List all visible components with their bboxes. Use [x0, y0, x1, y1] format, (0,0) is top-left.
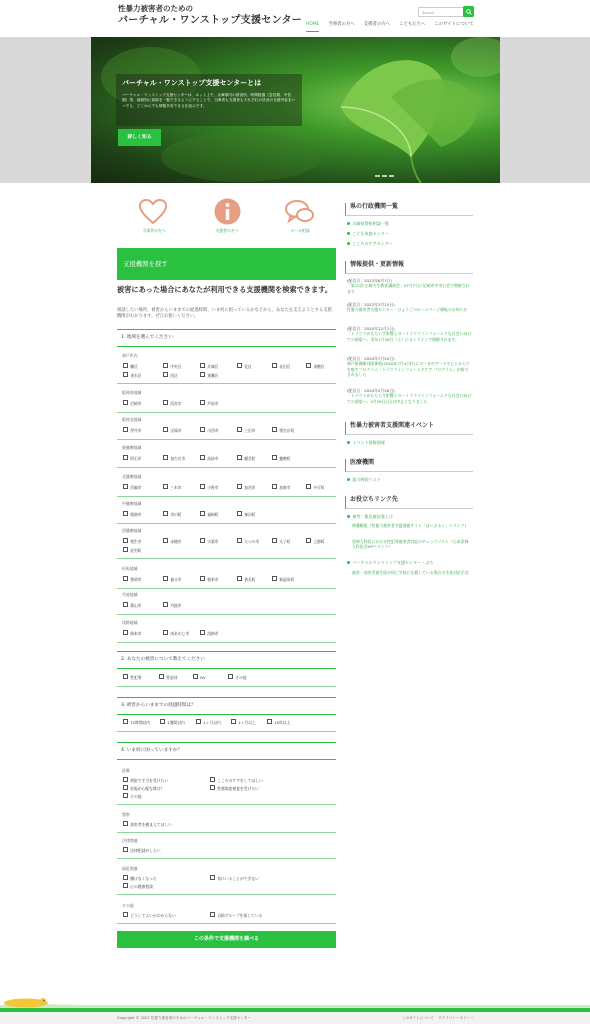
area-checkbox[interactable]: 洲本市: [123, 630, 142, 637]
useful-link[interactable]: バーチャルワンストップ支援センター・ぷろ: [347, 560, 434, 565]
news-heading: 情報提供・更新情報: [345, 261, 473, 274]
area-checkbox[interactable]: 北区: [237, 363, 252, 370]
need-group-title: 福祉関連: [122, 866, 138, 871]
search-input[interactable]: Search: [418, 7, 464, 17]
divider: [117, 614, 336, 615]
news-date: (配信日：2022年3月15日): [347, 302, 395, 307]
need-checkbox[interactable]: 自助グループを探している: [210, 912, 262, 919]
medical-link[interactable]: 協力病院リスト: [347, 477, 381, 482]
area-checkbox[interactable]: 養父市: [163, 576, 182, 583]
slider-dot[interactable]: [389, 175, 394, 177]
slider-dot[interactable]: [375, 175, 380, 177]
heart-icon[interactable]: [139, 199, 167, 225]
area-title: 西播磨地域: [122, 528, 142, 533]
useful-link-text[interactable]: 産婦人科医における性犯罪被害者対応のチェックリスト（日本産婦人科医会HPへリンク）: [352, 539, 469, 550]
area-checkbox[interactable]: 宝塚市: [163, 427, 182, 434]
area-checkbox[interactable]: 神河町: [237, 511, 256, 518]
need-checkbox[interactable]: こころのケアをしてほしい: [210, 777, 263, 784]
site-footer: [0, 1012, 590, 1024]
useful-link-text[interactable]: 被害・加害児童生徒が同じ学校に在籍している場合の生徒対応手法: [352, 570, 469, 575]
divider: [117, 523, 336, 524]
area-checkbox[interactable]: 市川町: [163, 511, 182, 518]
area-checkbox[interactable]: 加古川市: [163, 455, 185, 462]
icon-label-mail[interactable]: メール相談: [290, 228, 310, 233]
search-submit-button[interactable]: この条件で支援機関を調べる: [117, 931, 336, 948]
area-checkbox[interactable]: 播磨町: [272, 455, 291, 462]
divider: [117, 832, 336, 833]
need-checkbox[interactable]: 性感染症検査を受けたい: [210, 785, 259, 792]
area-title: 但馬地域: [122, 566, 138, 571]
time-checkbox[interactable]: 1ヶ月以上: [231, 719, 256, 726]
news-item[interactable]: [347, 356, 472, 378]
nav-victims[interactable]: 当事者の方へ: [328, 22, 355, 27]
area-checkbox[interactable]: 垂水区: [123, 372, 142, 379]
footer-link-privacy[interactable]: プライバシーポリシー: [438, 1016, 474, 1020]
search-button[interactable]: [463, 6, 474, 17]
need-checkbox[interactable]: 心の健康相談: [123, 883, 153, 890]
hero-side-left: [0, 37, 91, 183]
divider: [117, 496, 336, 497]
hero-title: バーチャル・ワンストップ支援センターとは: [122, 79, 262, 87]
need-group-title: その他: [122, 903, 134, 908]
divider: [117, 731, 336, 732]
area-checkbox[interactable]: 南あわじ市: [163, 630, 189, 637]
gov-link[interactable]: こころのケアセンター: [347, 241, 393, 246]
area-checkbox[interactable]: 上郡町: [306, 538, 325, 545]
news-date: (配信日：2020年7月20日): [347, 356, 395, 361]
area-title: 淡路地域: [122, 620, 138, 625]
useful-link[interactable]: [347, 570, 472, 575]
hero-slider: [91, 37, 500, 183]
useful-link-text[interactable]: 辨護解説（性暴力被害者支援情報サイト「ぽ～ぷるぐ」ヘリンク): [352, 523, 466, 528]
hero-side-right: [500, 37, 590, 183]
useful-link[interactable]: 参考：緊急避妊薬とは: [347, 514, 393, 519]
area-checkbox[interactable]: 福崎町: [200, 511, 219, 518]
need-group-title: 医療: [122, 768, 130, 773]
area-checkbox[interactable]: 赤穂市: [163, 538, 182, 545]
divider: [117, 558, 336, 559]
q3-heading: 3. 被害からいままでの経過時間は？: [117, 697, 336, 715]
divider: [117, 412, 336, 413]
area-title: 阪神南地域: [122, 390, 142, 395]
area-checkbox[interactable]: 丹波市: [163, 602, 182, 609]
q2-heading: 2. あなたの被害について教えてください: [117, 651, 336, 669]
divider: [117, 923, 336, 924]
news-title[interactable]: 神戸新聞朝刊阪神版(2020年7月4日付)にヨーガがアートで心とからだを癒すプログラム「トラウマインフォームドケア プログラム」が紹介されました: [347, 361, 470, 378]
area-checkbox[interactable]: 猪名川町: [272, 427, 294, 434]
nav-supporters[interactable]: 支援者の方へ: [363, 22, 391, 27]
area-checkbox[interactable]: 相生市: [123, 538, 142, 545]
news-title[interactable]: 「トラウマがもたらす影響とヨートラウマインフォームドな社会に向けての展望～」3月29日(日)は中止となりました: [347, 393, 472, 404]
area-checkbox[interactable]: 三田市: [237, 427, 256, 434]
area-checkbox[interactable]: 灘区: [123, 363, 138, 370]
area-checkbox[interactable]: 加東市: [272, 484, 291, 491]
news-title[interactable]: 「第15回 広崎今生教育講演会」07月7日に尼崎市中央公会で開催されます: [347, 283, 470, 294]
area-checkbox[interactable]: 西区: [163, 372, 178, 379]
footer-link-about[interactable]: このサイトについて: [402, 1016, 435, 1020]
news-date: (配信日：2022年6月7日): [347, 278, 393, 283]
divider: [117, 588, 336, 589]
divider: [117, 383, 336, 384]
medical-heading: 医療機関: [345, 459, 473, 472]
q4-heading: 4. いま何に困っていますか？: [117, 742, 336, 760]
area-title: 東播磨地域: [122, 445, 142, 450]
area-checkbox[interactable]: 伊丹市: [123, 427, 142, 434]
area-checkbox[interactable]: 芦屋市: [200, 400, 219, 407]
need-checkbox[interactable]: 法律相談がしたい: [123, 847, 161, 854]
area-title: 北播磨地域: [122, 474, 142, 479]
search-panel-title: 支援機関を探す: [117, 248, 336, 280]
area-checkbox[interactable]: 三木市: [163, 484, 182, 491]
area-checkbox[interactable]: 新温泉町: [272, 576, 294, 583]
time-checkbox[interactable]: 1ヶ月以内: [196, 719, 221, 726]
site-title[interactable]: バーチャル・ワンストップ支援センター: [118, 15, 303, 26]
need-checkbox[interactable]: 妊娠が心配な時は？: [123, 785, 164, 792]
slider-dots: [375, 175, 394, 177]
divider: [117, 804, 336, 805]
area-checkbox[interactable]: 稲美町: [237, 455, 256, 462]
icon-label-supporters[interactable]: 支援者の方へ: [215, 228, 239, 233]
news-item[interactable]: [347, 388, 472, 404]
area-checkbox[interactable]: 兵庫区: [200, 363, 219, 370]
damage-checkbox[interactable]: その他: [228, 674, 247, 681]
chat-icon[interactable]: [285, 200, 315, 225]
area-checkbox[interactable]: 朝来市: [200, 576, 219, 583]
grass-decoration: [0, 998, 590, 1008]
area-checkbox[interactable]: 尼崎市: [123, 400, 142, 407]
damage-checkbox[interactable]: 性虐待: [159, 674, 178, 681]
copyright: Copyright © 2022 性暴力被害者のためのバーチャル・ワンストップ支援センター: [117, 1016, 251, 1020]
useful-heading: お役立ちリンク先: [345, 496, 473, 509]
area-checkbox[interactable]: 明石市: [123, 455, 142, 462]
area-checkbox[interactable]: 淡路市: [200, 630, 219, 637]
nav-home[interactable]: HOME: [306, 22, 319, 32]
site-header: [0, 0, 590, 36]
area-checkbox[interactable]: 須磨区: [306, 363, 325, 370]
area-checkbox[interactable]: 篠山市: [123, 602, 142, 609]
area-checkbox[interactable]: 高砂市: [200, 455, 219, 462]
main-nav: [306, 22, 474, 32]
area-checkbox[interactable]: 川西市: [200, 427, 219, 434]
area-checkbox[interactable]: 加西市: [237, 484, 256, 491]
area-checkbox[interactable]: 西脇市: [123, 484, 142, 491]
need-checkbox[interactable]: どうしてよいかわからない: [123, 912, 176, 919]
gov-link[interactable]: こども家庭センター: [347, 231, 389, 236]
area-checkbox[interactable]: 姫路市: [123, 511, 142, 518]
need-checkbox[interactable]: 加害者を捕まえてほしい: [123, 821, 172, 828]
gov-heading: 県の行政機関一覧: [345, 203, 473, 216]
time-checkbox[interactable]: 1週間以内: [160, 719, 185, 726]
divider: [117, 858, 336, 859]
news-date: (配信日：2020年2月26日): [347, 388, 395, 393]
news-date: (配信日：2020年12月2日): [347, 326, 395, 331]
event-heading: 性暴力被害者支援関連イベント: [345, 422, 473, 435]
need-group-title: 警察: [122, 812, 130, 817]
search-heading: 被害にあった場合にあなたが利用できる支援機関を検索できます。: [117, 285, 332, 294]
area-checkbox[interactable]: 佐用町: [123, 547, 142, 554]
news-item[interactable]: [347, 326, 472, 342]
need-checkbox[interactable]: 病院で手当を受けたい: [123, 777, 168, 784]
news-title[interactable]: 「トラウマがもたらす影響とヨートラウマインフォームドな社会に向けての展望～」美年1月30日（土）にオンラインで開催されます。: [347, 331, 472, 342]
area-checkbox[interactable]: 香美町: [237, 576, 256, 583]
search-description: 相談したい場所、被害からいままでの経過時間、いま何に困っているかなどから、あなたを支えようとする支援機関がわかります。ぜひお使いください。: [117, 308, 332, 320]
divider: [117, 686, 336, 687]
damage-checkbox[interactable]: DV: [193, 674, 206, 681]
area-checkbox[interactable]: 中央区: [163, 363, 182, 370]
nav-about[interactable]: このサイトについて: [434, 22, 474, 27]
news-item[interactable]: [347, 278, 472, 294]
area-checkbox[interactable]: たつの市: [237, 538, 259, 545]
area-checkbox[interactable]: 小野市: [200, 484, 219, 491]
news-item[interactable]: [347, 302, 472, 313]
area-checkbox[interactable]: 西宮市: [163, 400, 182, 407]
area-checkbox[interactable]: 多可町: [306, 484, 325, 491]
time-checkbox[interactable]: 72時間以内: [123, 719, 150, 726]
time-checkbox[interactable]: 10年以上: [267, 719, 290, 726]
gov-link[interactable]: 兵庫県警察相談一覧: [347, 221, 389, 226]
area-checkbox[interactable]: 宍粟市: [200, 538, 219, 545]
area-checkbox[interactable]: 豊岡市: [123, 576, 142, 583]
event-link[interactable]: イベント情報情報: [347, 440, 385, 445]
area-title: 丹波地域: [122, 592, 138, 597]
divider: [117, 439, 336, 440]
news-title[interactable]: 性暴力被害者支援センター・ひょうごのホームページ移転のお知らせ: [347, 307, 468, 313]
q1-heading: 1. 地域を選んでください: [117, 329, 336, 347]
useful-link[interactable]: [347, 539, 472, 550]
divider: [117, 894, 336, 895]
icon-label-victims[interactable]: 当事者の方へ: [142, 228, 166, 233]
info-icon[interactable]: [214, 198, 241, 225]
slider-dot[interactable]: [382, 175, 387, 177]
area-checkbox[interactable]: 太子町: [272, 538, 291, 545]
site-subtitle[interactable]: 性暴力被害者のための: [118, 4, 193, 13]
need-group-title: 法律関連: [122, 838, 138, 843]
area-checkbox[interactable]: 長田区: [272, 363, 291, 370]
area-checkbox[interactable]: 東灘区: [200, 372, 219, 379]
more-button[interactable]: 詳しく知る: [118, 129, 161, 146]
damage-checkbox[interactable]: 性犯罪: [123, 674, 142, 681]
need-checkbox[interactable]: 働けなくなった: [123, 875, 157, 882]
need-checkbox[interactable]: その他: [123, 793, 142, 800]
area-title: 神戸市内: [122, 353, 138, 358]
area-title: 阪神北地域: [122, 417, 142, 422]
area-title: 中播磨地域: [122, 501, 142, 506]
search-icon: [466, 9, 472, 15]
nav-children[interactable]: こどもたちへ: [399, 22, 426, 27]
divider: [117, 467, 336, 468]
need-checkbox[interactable]: 家にいることができない: [210, 875, 259, 882]
hero-description: バーチャル・ワンストップ支援センターは、ネット上で、兵庫県内の被害別、時間経過（急性期、中長期）別、地域別に資源を一覧できるようにすることで、当事者も支援者もそれぞれの状況の支援内容をいつでも、どこからでも情報共有できる仕組みです。: [122, 93, 296, 108]
useful-link[interactable]: [347, 523, 472, 528]
divider: [117, 642, 336, 643]
